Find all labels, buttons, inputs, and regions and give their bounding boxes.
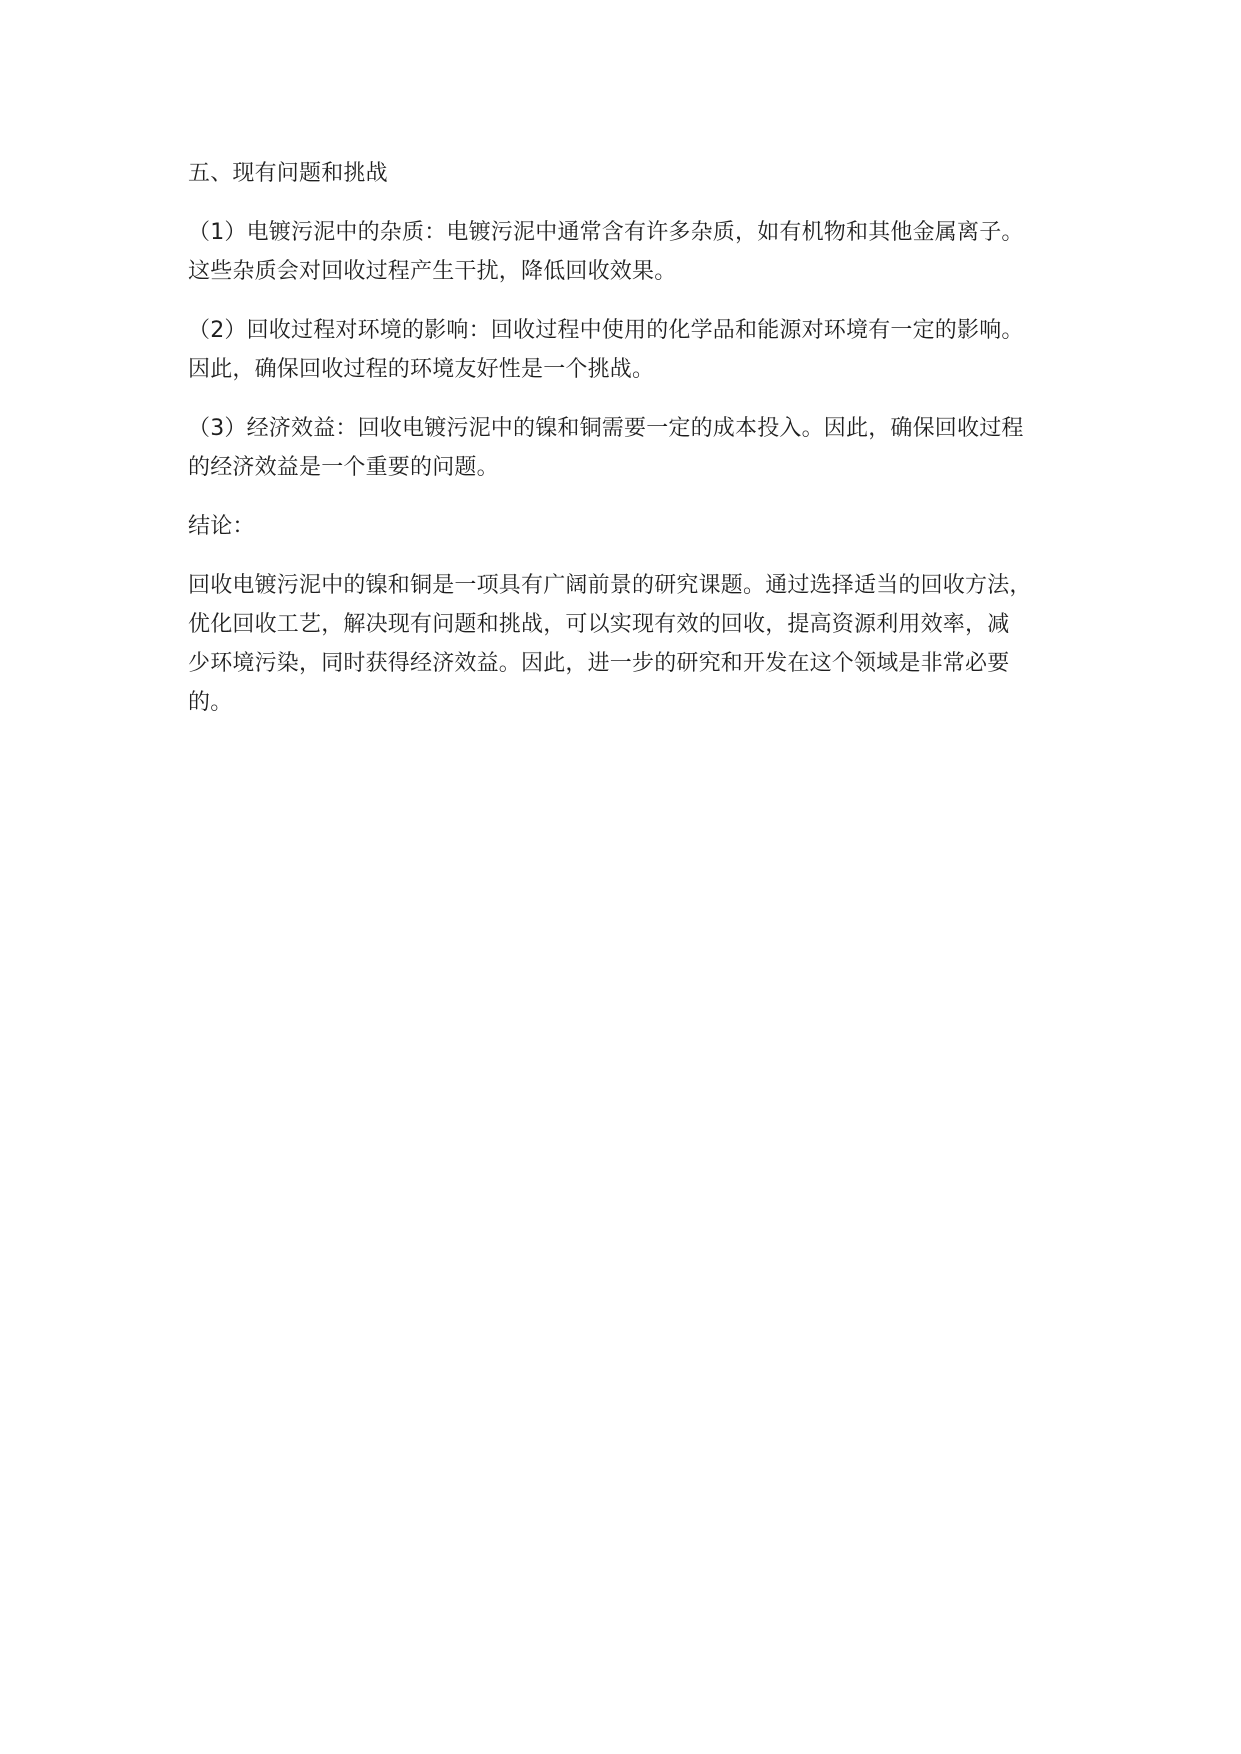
section-title: 五、现有问题和挑战 [188, 161, 388, 186]
conclusion-label: 结论： [188, 514, 255, 539]
conclusion-text: 回收电镀污泥中的镍和铜是一项具有广阔前景的研究课题。通过选择适当的回收方法， 优化回收工艺，解决现有问题和挑战，可以实现有效的回收，提高资源利用效率，减 少环境污染，同时获得经济效益。因此，进一步的研究和开发在这个领域是非常必要 的。 [188, 573, 1032, 715]
issue-item-1: （1）电镀污泥中的杂质：电镀污泥中通常含有许多杂质，如有机物和其他金属离子。 这些杂质会对回收过程产生干扰，降低回收效果。 [188, 220, 1024, 284]
issue-item-2: （2）回收过程对环境的影响：回收过程中使用的化学品和能源对环境有一定的影响。 因此，确保回收过程的环境友好性是一个挑战。 [188, 318, 1024, 382]
document-body [188, 154, 1088, 742]
issue-item-3: （3）经济效益：回收电镀污泥中的镍和铜需要一定的成本投入。因此，确保回收过程 的经济效益是一个重要的问题。 [188, 416, 1024, 480]
